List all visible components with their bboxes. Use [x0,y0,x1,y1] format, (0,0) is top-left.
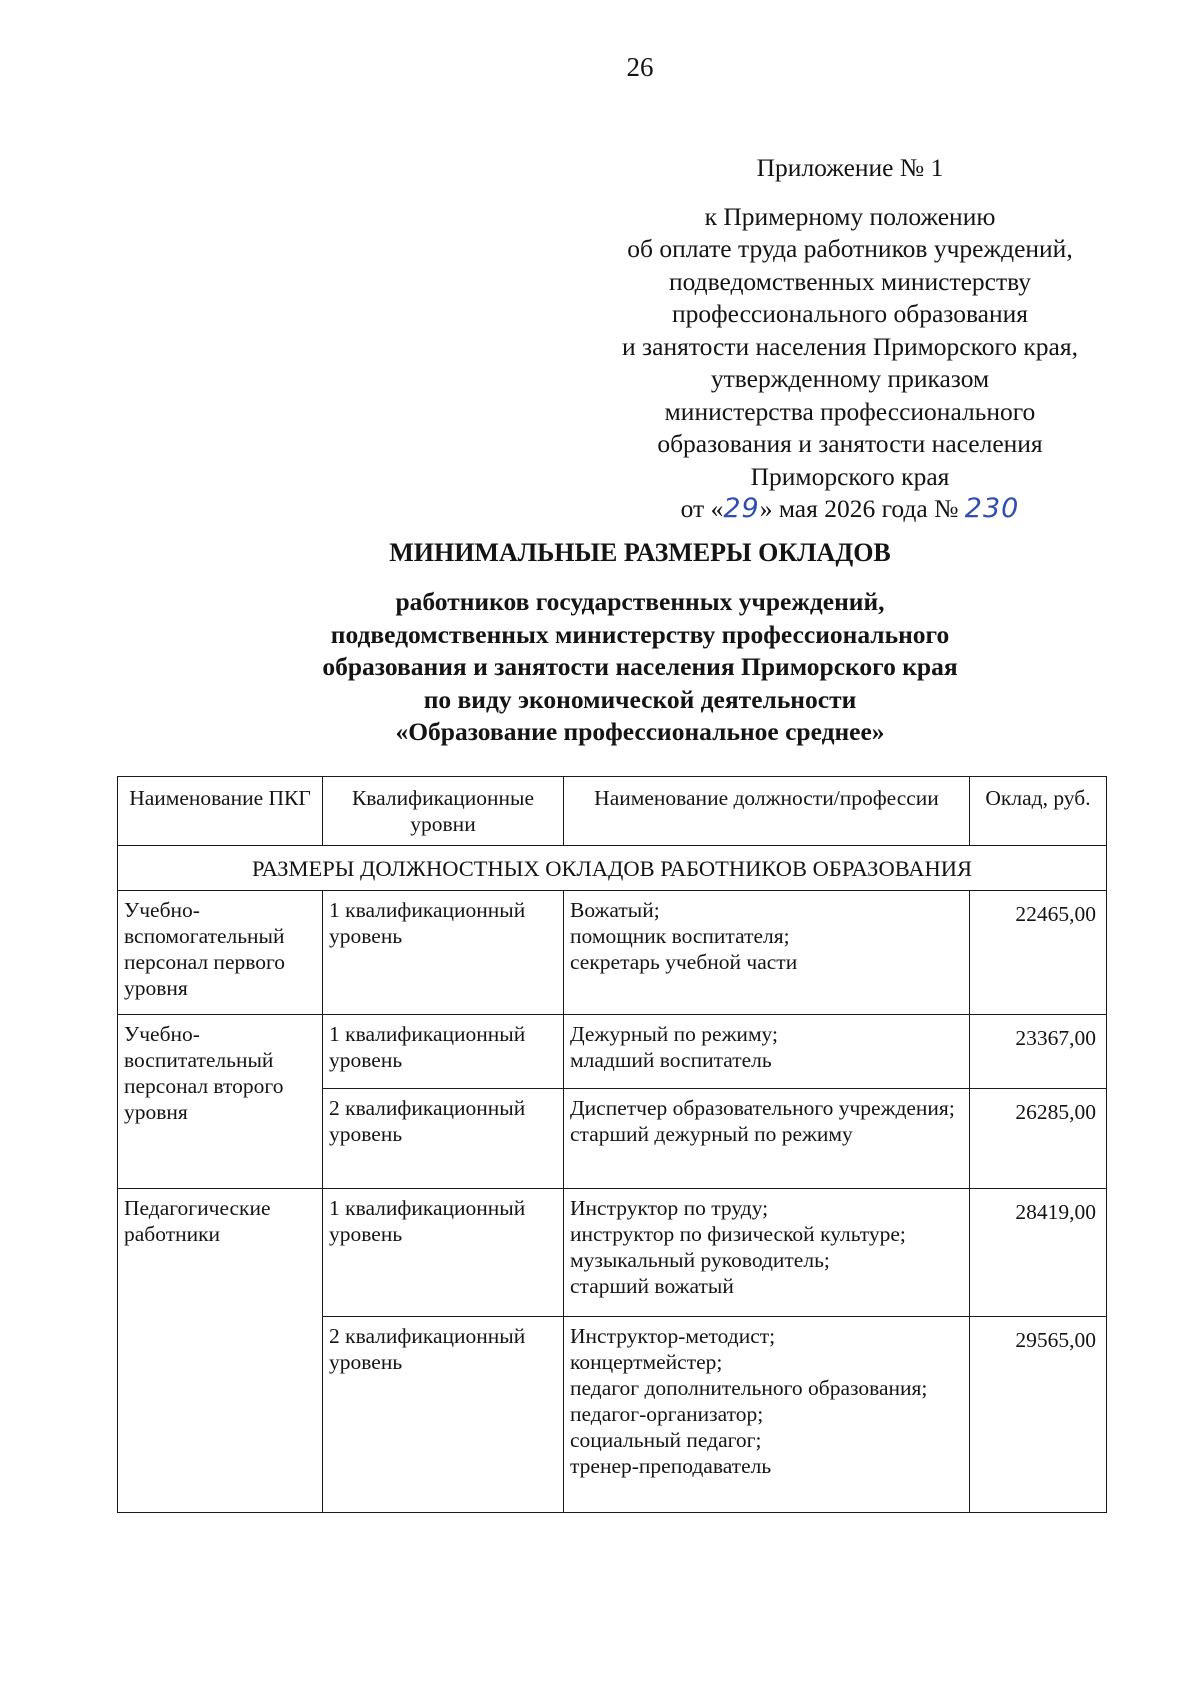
position-item: Вожатый; [570,898,660,922]
table-header-row [118,777,1107,846]
appendix-line: образования и занятости населения [657,429,1043,458]
position-item: старший дежурный по режиму [570,1122,853,1146]
salary-table [117,776,1107,1513]
salary-cell: 23367,00 [970,1015,1107,1089]
position-item: концертмейстер; [570,1350,723,1374]
handwritten-day: 29 [723,493,760,524]
appendix-line: и занятости населения Приморского края, [622,331,1078,361]
appendix-line: к Примерному положению [704,201,996,231]
appendix-line: профессионального образования [671,299,1029,328]
page-number: 26 [626,52,654,82]
level-cell: 1 квалификационный уровень [323,1015,564,1089]
handwritten-order-number: 230 [964,493,1020,524]
appendix-block [540,152,1160,526]
appendix-title: Приложение № 1 [756,153,944,182]
date-middle: » мая 2026 года № [759,494,959,523]
subtitle-line: подведомственных министерству профессионального [330,619,950,649]
section-row [118,846,1107,891]
position-cell [564,1189,970,1317]
position-cell [564,891,970,1015]
position-item: помощник воспитателя; [570,924,790,948]
document-subtitle [0,586,1200,749]
position-item: социальный педагог; [570,1428,762,1452]
pkg-cell: Учебно-вспомогательный персонал первого уровня [118,891,323,1015]
position-item: Инструктор по труду; [570,1196,769,1220]
appendix-line: министерства профессионального [664,396,1036,426]
position-item: Инструктор-методист; [570,1324,776,1348]
level-cell: 2 квалификационный уровень [323,1089,564,1189]
subtitle-line: по виду экономической деятельности [423,684,857,714]
document-title: МИНИМАЛЬНЫЕ РАЗМЕРЫ ОКЛАДОВ [389,538,891,567]
position-item: Дежурный по режиму; [570,1022,778,1046]
position-cell [564,1015,970,1089]
level-cell: 1 квалификационный уровень [323,1189,564,1317]
subtitle-line: работников государственных учреждений, [395,587,885,616]
level-cell: 1 квалификационный уровень [323,891,564,1015]
header-position: Наименование должности/профессии [564,777,970,846]
appendix-line: об оплате труда работников учреждений, [627,234,1073,263]
position-item: младший воспитатель [570,1048,772,1072]
header-salary: Оклад, руб. [970,777,1107,846]
position-cell [564,1089,970,1189]
header-levels: Квалификационные уровни [323,777,564,846]
pkg-cell: Учебно-воспитательный персонал второго уровня [118,1015,323,1189]
level-cell: 2 квалификационный уровень [323,1317,564,1513]
subtitle-line: образования и занятости населения Приморского края [322,652,958,681]
date-prefix: от « [680,494,724,523]
table-row [118,1189,1107,1317]
position-item: старший вожатый [570,1274,734,1298]
salary-cell: 22465,00 [970,891,1107,1015]
salary-cell: 26285,00 [970,1089,1107,1189]
position-item: тренер-преподаватель [570,1454,772,1478]
appendix-line: подведомственных министерству [668,266,1032,296]
position-item: педагог дополнительного образования; [570,1376,928,1400]
position-item: Диспетчер образовательного учреждения; [570,1096,955,1120]
pkg-cell: Педагогические работники [118,1189,323,1513]
position-item: секретарь учебной части [570,950,798,974]
salary-cell: 28419,00 [970,1189,1107,1317]
position-item: педагог-организатор; [570,1402,764,1426]
subtitle-line: «Образование профессиональное среднее» [395,717,885,746]
table-row [118,891,1107,1015]
salary-cell: 29565,00 [970,1317,1107,1513]
position-cell [564,1317,970,1513]
table-row [118,1015,1107,1089]
section-title: РАЗМЕРЫ ДОЛЖНОСТНЫХ ОКЛАДОВ РАБОТНИКОВ ОБРАЗОВАНИЯ [118,846,1107,891]
header-pkg: Наименование ПКГ [118,777,323,846]
appendix-line: утвержденному приказом [710,364,990,393]
position-item: инструктор по физической культуре; [570,1222,906,1246]
appendix-line: Приморского края [750,461,950,491]
position-item: музыкальный руководитель; [570,1248,830,1272]
appendix-date-line [540,493,1160,526]
